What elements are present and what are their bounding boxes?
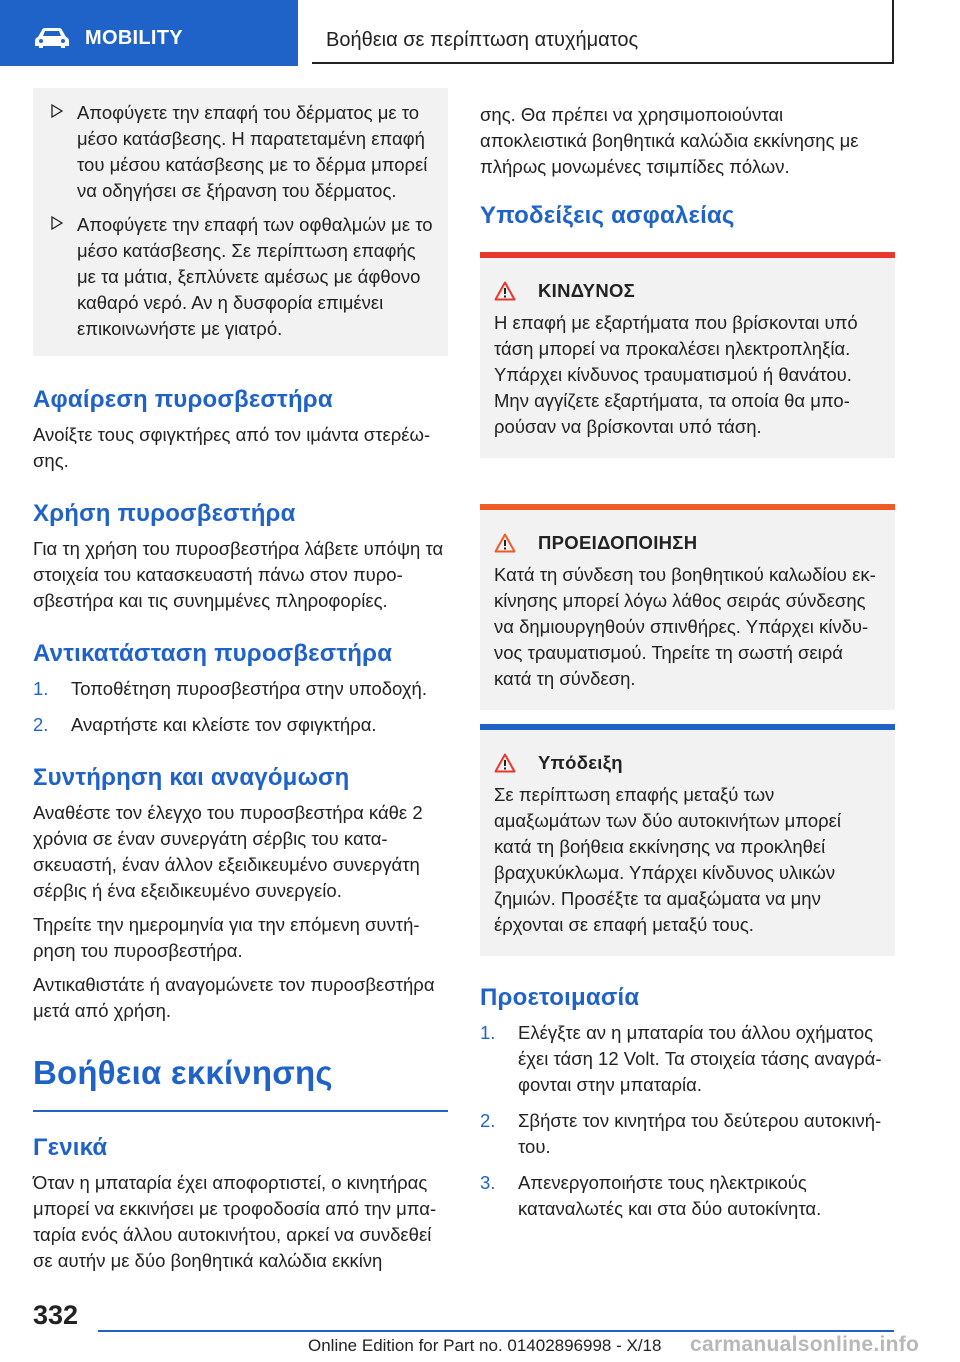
paragraph: Τηρείτε την ημερομηνία για την επόμενη συντήρηση του πυροσβεστήρα. — [33, 914, 420, 961]
warning-text: Σε περίπτωση επαφής μεταξύ των αμαξωμάτων των δύο αυτοκινήτων μπορεί κατά τη βοήθεια εκκίνησης να προκληθεί βραχυκύκλωμα. Υπάρχει κίνδυνος υλικών ζημιών. Προσέξτε τα αμαξώματα να μην έρχονται σε επαφή μεταξύ τους. — [494, 784, 841, 935]
chapter-rule — [33, 1110, 448, 1112]
list-item — [47, 100, 434, 204]
step-text: Ελέγξτε αν η μπαταρία του άλλου οχήματος έχει τάση 12 Volt. Τα στοιχεία τάσης αναγράφονται στην μπαταρία. — [518, 1022, 882, 1095]
warning-title: ΚΙΝΔΥΝΟΣ — [538, 280, 636, 301]
chapter-heading: Βοήθεια εκκίνησης — [33, 1054, 333, 1091]
list-item — [480, 1020, 895, 1098]
list-item — [480, 1170, 895, 1222]
triangle-bullet-icon — [51, 216, 63, 230]
warning-box-danger — [480, 252, 895, 458]
section-heading: Προετοιμασία — [480, 984, 640, 1011]
list-item — [33, 676, 448, 702]
warning-title: Υπόδειξη — [538, 752, 623, 773]
section-heading: Αφαίρεση πυροσβεστήρα — [33, 386, 333, 413]
right-column — [480, 88, 895, 1232]
paragraph: σης. Θα πρέπει να χρησιμοποιούνται αποκλειστικά βοηθητικά καλώδια εκκίνησης με πλήρως μονωμένες τσιμπίδες πόλων. — [480, 104, 859, 177]
page-header — [312, 0, 894, 64]
step-text: Τοποθέτηση πυροσβεστήρα στην υποδοχή. — [71, 678, 427, 699]
watermark: carmanualsonline.info — [690, 1333, 920, 1356]
step-text: Σβήστε τον κινητήρα του δεύτερου αυτοκινήτου. — [518, 1110, 882, 1157]
step-number: 1. — [480, 1022, 496, 1043]
paragraph: Όταν η μπαταρία έχει αποφορτιστεί, ο κινητήρας μπορεί να εκκινήσει με τροφοδοσία από την μπαταρία ενός άλλου αυτοκινήτου, αρκεί να συνδεθεί σε αυτήν με δύο βοηθητικά καλώδια εκκίνη — [33, 1172, 437, 1271]
bullet-box — [33, 88, 448, 356]
paragraph: Αντικαθιστάτε ή αναγομώνετε τον πυροσβεστήρα μετά από χρήση. — [33, 974, 435, 1021]
chapter-tab[interactable] — [0, 0, 298, 66]
left-column — [33, 88, 448, 1282]
section-heading: Γενικά — [33, 1134, 108, 1161]
triangle-bullet-icon — [51, 104, 63, 118]
section-heading: Συντήρηση και αναγόμωση — [33, 764, 350, 791]
step-number: 2. — [480, 1110, 496, 1131]
paragraph: Αναθέστε τον έλεγχο του πυροσβεστήρα κάθε 2 χρόνια σε έναν συνεργάτη σέρβις του κατασκευαστή, έναν άλλον εξειδικευμένο συνεργάτη σέρβις ή ένα εξειδικευμένο συνεργείο. — [33, 802, 423, 901]
section-heading: Αντικατάσταση πυροσβεστήρα — [33, 640, 393, 667]
section-heading: Υποδείξεις ασφαλείας — [480, 202, 735, 229]
list-item — [480, 1108, 895, 1160]
footer-rule — [98, 1330, 894, 1332]
page-title: Βοήθεια σε περίπτωση ατυχήματος — [326, 29, 639, 51]
warning-text: Κατά τη σύνδεση του βοηθητικού καλωδίου εκκίνησης μπορεί λόγω λάθος σειράς σύνδεσης να δημιουργηθούν σπινθήρες. Υπάρχει κίνδυνος τραυματισμού. Τηρείτε τη σωστή σειρά κατά τη σύνδεση. — [494, 564, 876, 689]
car-icon — [34, 27, 70, 49]
page-number: 332 — [33, 1300, 79, 1330]
warning-text: Η επαφή με εξαρτήματα που βρίσκονται υπό τάση μπορεί να προκαλέσει ηλεκτροπληξία. Υπάρχει κίνδυνος τραυματισμού ή θανάτου. Μην αγγίζετε εξαρτήματα, τα οποία θα μπορούσαν να βρίσκονται υπό τάση. — [494, 312, 858, 437]
section-heading: Χρήση πυροσβεστήρα — [33, 500, 296, 527]
edition-text: Online Edition for Part no. 01402896998 - X/18 — [308, 1336, 662, 1355]
warning-triangle-icon — [494, 533, 516, 553]
step-text: Αναρτήστε και κλείστε τον σφιγκτήρα. — [71, 714, 377, 735]
warning-triangle-icon — [494, 753, 516, 773]
warning-box-caution — [480, 504, 895, 710]
warning-triangle-icon — [494, 281, 516, 301]
step-number: 3. — [480, 1172, 496, 1193]
warning-box-notice — [480, 724, 895, 956]
step-number: 1. — [33, 678, 49, 699]
list-item — [47, 212, 434, 342]
step-text: Απενεργοποιήστε τους ηλεκτρικούς καταναλωτές και στα δύο αυτοκίνητα. — [518, 1172, 822, 1219]
list-item — [33, 712, 448, 738]
step-number: 2. — [33, 714, 49, 735]
chapter-tab-label: MOBILITY — [85, 27, 183, 49]
bullet-text: Αποφύγετε την επαφή του δέρματος με το μέσο κατάσβεσης. Η παρατεταμένη επαφή του μέσου κατάσβεσης με το δέρμα μπορεί να οδηγήσει σε ξήρανση του δέρματος. — [77, 102, 428, 201]
paragraph: Για τη χρήση του πυροσβεστήρα λάβετε υπόψη τα στοιχεία του κατασκευαστή πάνω στον πυροσβεστήρα και τις συνημμένες πληροφορίες. — [33, 538, 444, 611]
warning-title: ΠΡΟΕΙΔΟΠΟΙΗΣΗ — [538, 532, 698, 553]
bullet-text: Αποφύγετε την επαφή των οφθαλμών με το μέσο κατάσβεσης. Σε περίπτωση επαφής με τα μάτια, ξεπλύνετε αμέσως με άφθονο καθαρό νερό. Αν η δυσφορία επιμένει επικοινωνήστε με γιατρό. — [77, 214, 433, 339]
paragraph: Ανοίξτε τους σφιγκτήρες από τον ιμάντα στερέωσης. — [33, 424, 431, 471]
